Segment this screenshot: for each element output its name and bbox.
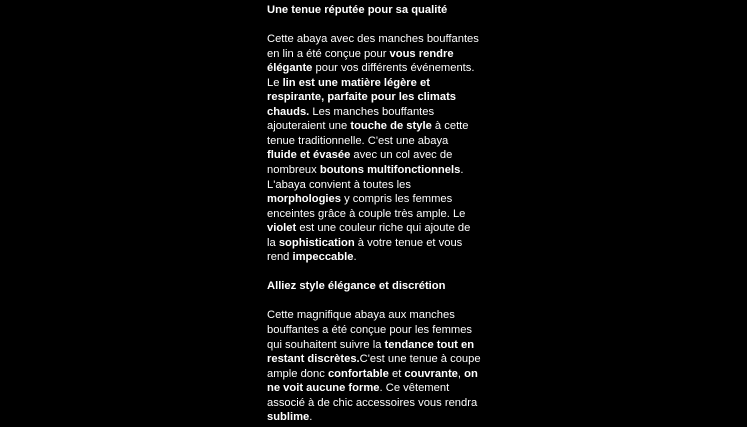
text-run: à cette tenue traditionnelle. C'est une abaya: [267, 120, 469, 147]
bold-text: touche de style: [350, 120, 432, 133]
text-run: . Ce vêtement associé à de chic accessoires vous rendra: [267, 382, 478, 409]
text-run: .: [309, 411, 313, 424]
bold-text: violet: [267, 222, 297, 235]
bold-text: on ne voit aucune forme: [267, 367, 478, 395]
bold-text: boutons multifonctionnels: [319, 164, 461, 177]
spacer: [267, 294, 481, 309]
bold-text: couvrante: [404, 367, 458, 380]
text-run: C'est une tenue à coupe ample donc: [267, 353, 481, 380]
spacer: [267, 18, 481, 33]
bold-text: impeccable: [292, 251, 354, 264]
text-run: Cette abaya avec des manches bouffantes en lin a été conçue pour: [267, 33, 479, 60]
text-run: pour vos différents événements. Le: [267, 62, 475, 89]
text-run: . L'abaya convient à toutes les: [267, 164, 464, 191]
section-paragraph-elegance: [267, 308, 481, 424]
description-column: [267, 3, 481, 425]
bold-text: sublime: [267, 411, 310, 424]
text-run: Cette magnifique abaya aux manches bouffantes a été conçue pour les femmes qui souhaitent suivre la: [267, 309, 473, 351]
section-paragraph-quality: [267, 32, 481, 265]
bold-text: sophistication: [278, 236, 355, 249]
text-run: Les manches bouffantes ajouteraient une: [267, 105, 435, 133]
text-run: à votre tenue et vous rend: [267, 236, 463, 264]
text-run: est une couleur riche qui ajoute de la: [267, 222, 471, 249]
bold-text: morphologies: [267, 193, 341, 206]
bold-text: confortable: [327, 367, 389, 380]
text-run: ,: [457, 367, 465, 380]
text-run: y compris les femmes enceintes grâce à couple très ample. Le: [267, 193, 466, 220]
text-run: .: [353, 251, 357, 264]
section-heading-quality: Une tenue réputée pour sa qualité: [267, 4, 448, 16]
bold-text: tendance tout en restant discrètes.: [267, 338, 475, 366]
spacer: [267, 265, 481, 280]
text-run: et: [388, 367, 405, 380]
bold-text: fluide et évasée: [267, 149, 351, 162]
bold-text: lin est une matière légère et respirante, parfaite pour les climats chauds.: [267, 76, 457, 118]
text-run: avec un col avec de nombreux: [267, 149, 453, 177]
bold-text: vous rendre élégante: [267, 47, 454, 75]
section-heading-elegance: Alliez style élégance et discrétion: [267, 280, 446, 293]
